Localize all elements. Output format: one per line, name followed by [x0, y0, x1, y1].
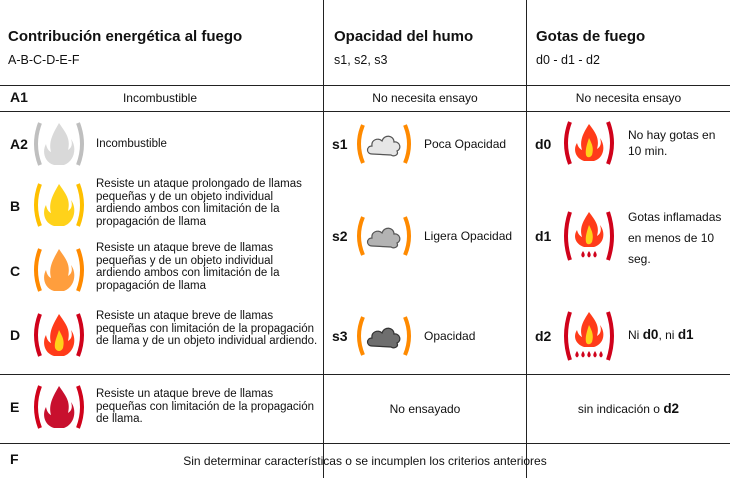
a2-description: Incombustible: [96, 138, 167, 150]
smoke-s1-text: Poca Opacidad: [424, 137, 507, 151]
flame-yellow-icon: [30, 178, 88, 232]
fire-drop-icon: [575, 351, 578, 358]
header-smoke-title: Opacidad del humo: [334, 28, 474, 45]
header-drops-title: Gotas de fuego: [536, 28, 646, 45]
f-description: Sin determinar características o se incumplen los criterios anteriores: [183, 454, 547, 468]
a1-drops: No necesita ensayo: [575, 91, 682, 105]
fire-drop-icon: [587, 351, 590, 358]
e-description: Resiste un ataque breve de llamas pequeñas con limitación de la propagación de llama.: [96, 388, 315, 425]
fire-drop-icon: [593, 351, 596, 358]
row-label-a1: A1: [10, 89, 28, 105]
c-description: Resiste un ataque breve de llamas pequeñas y de un objeto individual ardiendo ambos con limitación de la propagación de llama: [96, 242, 280, 292]
a1-description: Incombustible: [122, 91, 198, 105]
fire-drop-icon: [581, 251, 584, 258]
e-drops-strong: d2: [663, 401, 680, 416]
cloud-dark-icon: [354, 312, 414, 360]
smoke-s2-text: Ligera Opacidad: [424, 229, 513, 243]
drops-label-d2: d2: [535, 328, 552, 344]
drops-label-d1: d1: [535, 228, 552, 244]
d-description: Resiste un ataque breve de llamas pequeñas con limitación de la propagación de llama y de un objeto individual ardiendo.: [96, 310, 318, 347]
smoke-label-s2: s2: [332, 228, 348, 244]
drops-d0-text: No hay gotas en 10 min.: [628, 128, 716, 158]
b-description: Resiste un ataque prolongado de llamas pequeñas y de un objeto individual ardiendo ambos con limitación de la propagación de llama: [96, 178, 302, 228]
d2-prefix: Ni: [628, 328, 640, 342]
cloud-light-icon: [354, 120, 414, 168]
smoke-s3-text: Opacidad: [424, 329, 476, 343]
a1-smoke: No necesita ensayo: [372, 91, 478, 105]
row-divider: [0, 443, 730, 444]
flame-many-drops-icon: [560, 306, 618, 366]
smoke-label-s1: s1: [332, 136, 348, 152]
flame-no-drops-icon: [560, 116, 618, 170]
drops-d2-text: [628, 329, 694, 342]
drops-label-d0: d0: [535, 136, 552, 152]
header-contribution-title: Contribución energética al fuego: [8, 28, 243, 45]
e-smoke: No ensayado: [389, 402, 461, 416]
d2-strong-d0: d0: [642, 327, 659, 342]
cloud-medium-icon: [354, 212, 414, 260]
flame-red-icon: [30, 308, 88, 362]
flame-orange-icon: [30, 243, 88, 297]
fire-drop-icon: [593, 251, 596, 258]
row-label-d: D: [10, 327, 21, 343]
d2-strong-d1: d1: [677, 327, 694, 342]
e-drops-prefix: sin indicación o: [577, 402, 660, 416]
flame-few-drops-icon: [560, 206, 618, 266]
d2-mid: , ni: [658, 328, 675, 342]
header-contribution-classes: A-B-C-D-E-F: [8, 53, 80, 67]
row-label-e: E: [10, 399, 20, 415]
header-drops-classes: d0 - d1 - d2: [536, 53, 600, 67]
row-label-a2: A2: [10, 136, 28, 152]
fire-drop-icon: [599, 351, 602, 358]
header-smoke-classes: s1, s2, s3: [334, 53, 388, 67]
flame-grey-icon: [30, 117, 88, 171]
row-label-c: C: [10, 263, 21, 279]
row-divider: [0, 111, 730, 112]
row-label-f: F: [10, 451, 19, 467]
row-divider: [0, 374, 730, 375]
row-label-b: B: [10, 198, 21, 214]
flame-crimson-icon: [30, 380, 88, 434]
smoke-label-s3: s3: [332, 328, 348, 344]
fire-drop-icon: [581, 351, 584, 358]
row-divider: [0, 85, 730, 86]
fire-drop-icon: [587, 251, 590, 258]
e-drops: [527, 401, 730, 416]
drops-d1-text: Gotas inflamadas en menos de 10 seg.: [628, 210, 722, 266]
